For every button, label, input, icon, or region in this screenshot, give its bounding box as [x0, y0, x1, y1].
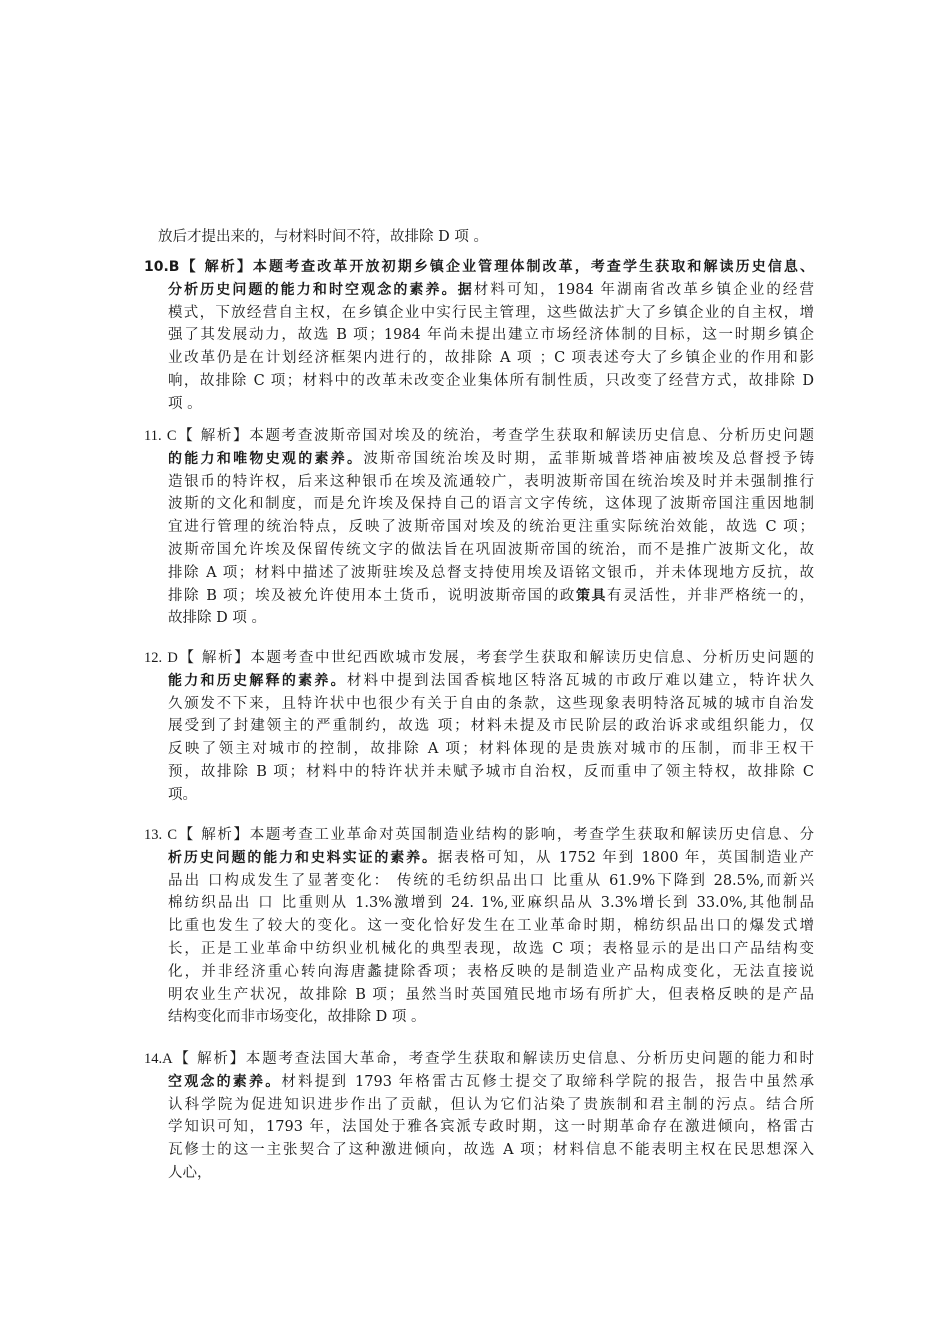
answer-13-line-7: 化，并非经济重心转向海唐蠡捷除香项；表格反映的是制造业产品构成变化，无法直接说 [168, 963, 814, 980]
answer-number: 12. D [144, 650, 178, 666]
answer-10-line-1: 10.B【 解析】本题考查改革开放初期乡镇企业管理体制改革，考查学生获取和解读历史信息、 [144, 259, 814, 275]
answer-13-line-3: 品出 口构成发生了显著变化： 传统的毛纺织品出口 比重从 61.9%下降到 28.5%,而新兴 [168, 872, 814, 889]
answer-13-line-4: 棉纺织品出 口 比重则从 1.3%激增到 24. 1%,亚麻织品从 3.3%增长到 33.0%,其他制品 [168, 895, 814, 912]
answer-14-line-3: 认科学院为促进知识进步作出了贡献，但认为它们沾染了贵族制和君主制的污点。结合所 [168, 1096, 814, 1113]
answer-14-line-2: 空观念的素养。材料提到 1793 年格雷古瓦修士提交了取缔科学院的报告，报告中虽然承 [168, 1073, 815, 1090]
answer-11-line-1: 11. C【 解析】本题考查波斯帝国对埃及的统治，考查学生获取和解读历史信息、分析历史问题 [144, 428, 815, 444]
answer-11-line-4: 波斯的文化和制度，而是允许埃及保持自己的语言文字传统，这体现了波斯帝国注重因地制 [168, 496, 814, 513]
answer-13-line-5: 比重也发生了较大的变化。这一变化恰好发生在工业革命时期，棉纺织品出口的爆发式增 [168, 918, 814, 935]
answer-11-line-6: 波斯帝国允许埃及保留传统文字的做法旨在巩固波斯帝国的统治，而不是推广波斯文化，故 [168, 541, 814, 558]
answer-13 [144, 824, 814, 1029]
answer-number: 10.B [144, 259, 180, 275]
answer-12-line-5: 反映了领主对城市的控制，故排除 A 项；材料体现的是贵族对城市的压制，而非王权干 [168, 741, 814, 758]
answer-12 [144, 647, 814, 807]
answer-number: 14.A [144, 1051, 173, 1067]
answer-10-line-5: 业改革仍是在计划经济框架内进行的，故排除 A 项 ；C 项表述夸大了乡镇企业的作用和影 [168, 350, 814, 367]
answer-11-line-3: 造银币的特许权，后来这种银币在埃及流通较广，表明波斯帝国在统治埃及时并未强制推行 [168, 473, 814, 490]
answer-12-line-1: 12. D【 解析】本题考查中世纪西欧城市发展，考套学生获取和解读历史信息、分析历史问题的 [144, 650, 814, 666]
answer-12-line-2: 能力和历史解释的素养。材料中提到法国香槟地区特洛瓦城的市政厅难以建立，特许状久 [168, 672, 815, 689]
answer-10-line-2: 分析历史问题的能力和时空观念的素养。据材料可知，1984 年湖南省改革乡镇企业的经营 [168, 281, 815, 298]
answer-13-line-6: 长，正是工业革命中纺织业机械化的典型表现，故选 C 项；表格显示的是出口产品结构变 [168, 940, 814, 957]
answer-13-line-9: 结构变化而非市场变化，故排除 D 项 。 [168, 1009, 426, 1026]
answer-12-line-3: 久颁发不下来，且特许状中也很少有关于自由的条款，这些现象表明特洛瓦城的城市自治发 [168, 695, 814, 712]
answer-13-line-8: 明农业生产状况，故排除 B 项；虽然当时英国殖民地市场有所扩大，但表格反映的是产品 [168, 986, 814, 1003]
answer-12-line-6: 预，故排除 B 项；材料中的特许状并未赋予城市自治权，反而重申了领主特权，故排除 C [168, 763, 814, 780]
answer-14 [144, 1048, 814, 1185]
answer-number: 11. C [144, 428, 177, 444]
answer-11-line-2: 的能力和唯物史观的素养。波斯帝国统治埃及时期，孟菲斯城普塔神庙被埃及总督授予铸 [168, 450, 815, 467]
answer-12-line-7: 项。 [168, 786, 197, 803]
answer-number: 13. C [144, 827, 178, 843]
answer-14-line-5: 瓦修士的这一主张契合了这种激进倾向，故选 A 项；材料信息不能表明主权在民思想深入 [168, 1142, 814, 1159]
answer-11-line-7: 排除 A 项；材料中描述了波斯驻埃及总督支持使用埃及语铭文银币，并未体现地方反抗，故 [168, 564, 814, 581]
continuation-line: 放后才提出来的，与材料时间不符，故排除 D 项 。 [158, 229, 488, 245]
answer-11-line-8: 排除 B 项；埃及被允许使用本土货币，说明波斯帝国的政策具有灵活性，并非严格统一的， [168, 587, 815, 604]
answer-13-line-1: 13. C【 解析】本题考查工业革命对英国制造业结构的影响，考查学生获取和解读历史信息、分 [144, 827, 814, 843]
answer-11 [144, 425, 814, 630]
answer-10-line-3: 模式，下放经营自主权，在乡镇企业中实行民主管理，这些做法扩大了乡镇企业的自主权，增 [168, 304, 814, 321]
answer-14-line-6: 人心， [168, 1164, 212, 1181]
answer-14-line-1: 14.A【 解析】本题考查法国大革命，考查学生获取和解读历史信息、分析历史问题的能力和时 [144, 1051, 814, 1067]
answer-10-line-4: 强了其发展动力，故选 B 项；1984 年尚未提出建立市场经济体制的目标，这一时期乡镇企 [168, 327, 814, 344]
answer-12-line-4: 展受到了封建领主的严重制约，故选 项；材料未提及市民阶层的政治诉求或组织能力，仅 [168, 718, 814, 735]
answer-10-line-7: 项 。 [168, 395, 202, 412]
answer-10 [144, 256, 814, 416]
answer-11-line-9: 故排除 D 项 。 [168, 610, 266, 627]
answer-10-line-6: 响，故排除 C 项；材料中的改革未改变企业集体所有制性质，只改变了经营方式，故排除 D [168, 372, 814, 389]
answer-14-line-4: 学知识可知，1793 年，法国处于雅各宾派专政时期，这一时期革命存在激进倾向，格雷古 [168, 1119, 814, 1136]
answer-11-line-5: 宜进行管理的统治特点，反映了波斯帝国对埃及的统治更注重实际统治效能，故选 C 项； [168, 519, 814, 536]
answer-13-line-2: 析历史问题的能力和史料实证的素养。据表格可知，从 1752 年到 1800 年，英国制造业产 [168, 849, 814, 866]
